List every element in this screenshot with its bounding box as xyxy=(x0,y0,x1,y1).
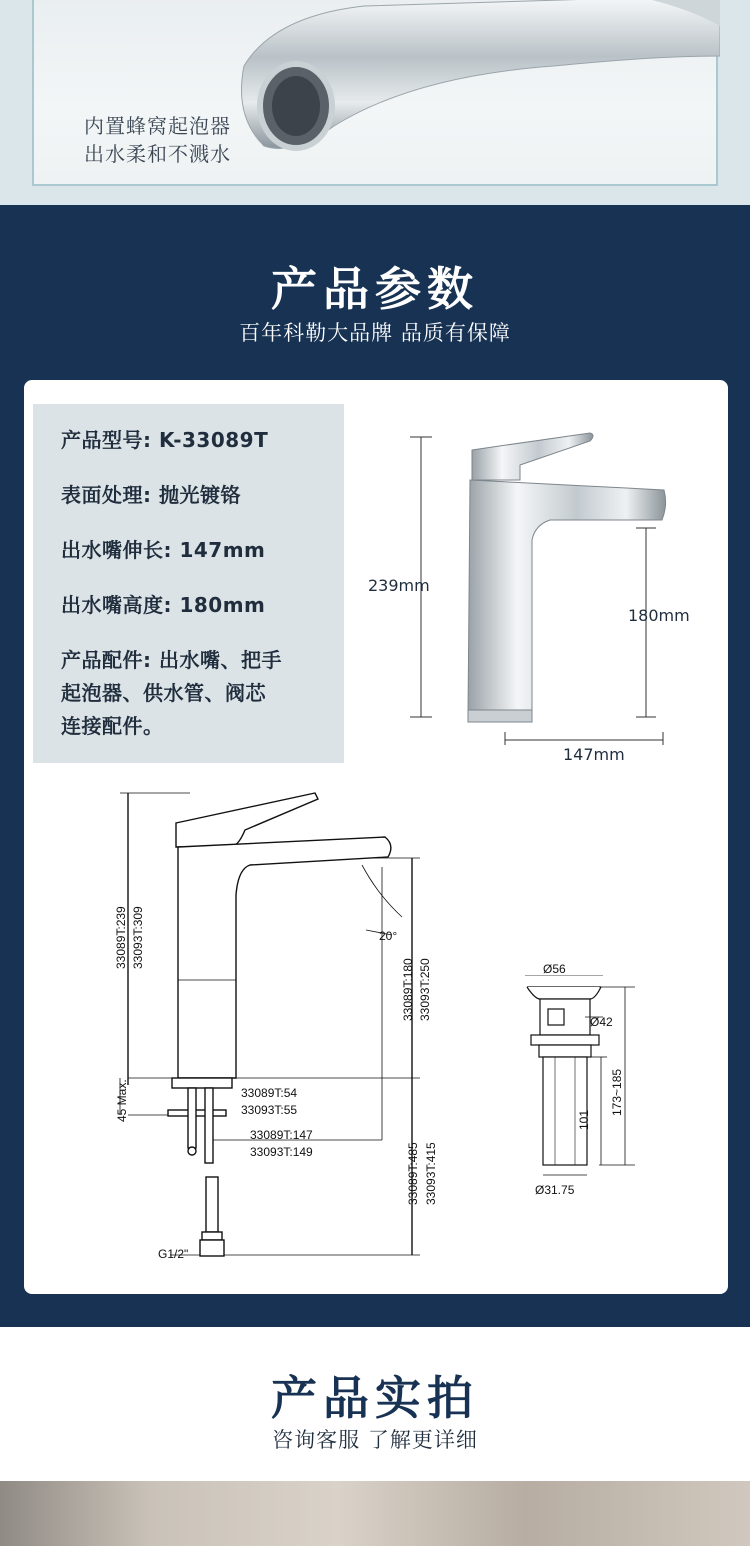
dim-d42: Ø42 xyxy=(590,1015,613,1029)
spec-parts-line2: 起泡器、供水管、阀芯 xyxy=(61,681,266,705)
spec-model: 产品型号: K-33089T xyxy=(61,428,269,452)
hero-faucet-image xyxy=(32,0,718,186)
params-title: 产品参数 xyxy=(271,262,479,316)
dim-101: 101 xyxy=(577,1109,591,1130)
hero-caption-line1: 内置蜂窝起泡器 xyxy=(84,114,231,138)
params-subtitle: 百年科勒大品牌 品质有保障 xyxy=(239,321,511,345)
technical-drawing-faucet xyxy=(110,785,450,1270)
spec-finish: 表面处理: 抛光镀铬 xyxy=(61,483,241,507)
dim-d3175: Ø31.75 xyxy=(535,1183,575,1197)
dim-reach-2: 33093T:149 xyxy=(250,1145,313,1159)
dim-total-height-2: 33093T:309 xyxy=(131,906,145,969)
dim-reach-1: 33089T:147 xyxy=(250,1128,313,1142)
hero-image-strip xyxy=(0,0,750,205)
dim-base-1: 33089T:54 xyxy=(241,1086,298,1100)
dim-45max: 45 Max. xyxy=(115,1079,129,1122)
dim-base-2: 33093T:55 xyxy=(241,1103,298,1117)
spec-box xyxy=(33,404,344,763)
dim-hose-1: 33089T:485 xyxy=(406,1142,420,1205)
dim-angle: 20° xyxy=(379,929,398,943)
marble-photo-strip xyxy=(0,1481,750,1546)
dim-spout-height-1: 33089T:180 xyxy=(401,958,415,1021)
dim-d56: Ø56 xyxy=(543,962,566,976)
spec-parts-line1: 产品配件: 出水嘴、把手 xyxy=(61,648,282,672)
faucet-photo xyxy=(400,425,700,745)
photo-spout-height: 180mm xyxy=(628,606,690,625)
spec-height: 出水嘴高度: 180mm xyxy=(61,593,266,617)
dim-total-height-1: 33089T:239 xyxy=(114,906,128,969)
dim-spout-height-2: 33093T:250 xyxy=(418,958,432,1021)
dim-hose-2: 33093T:415 xyxy=(424,1142,438,1205)
photo-total-height: 239mm xyxy=(368,576,430,595)
spec-reach: 出水嘴伸长: 147mm xyxy=(61,538,266,562)
hero-caption xyxy=(84,112,231,168)
hero-caption-line2: 出水柔和不溅水 xyxy=(84,142,231,166)
real-photos-title: 产品实拍 xyxy=(271,1371,479,1425)
photo-reach: 147mm xyxy=(563,745,625,764)
dim-thread: G1/2" xyxy=(158,1247,189,1261)
spec-parts-line3: 连接配件。 xyxy=(61,714,164,738)
dim-173-185: 173~185 xyxy=(610,1068,624,1116)
real-photos-subtitle: 咨询客服 了解更详细 xyxy=(272,1428,478,1452)
